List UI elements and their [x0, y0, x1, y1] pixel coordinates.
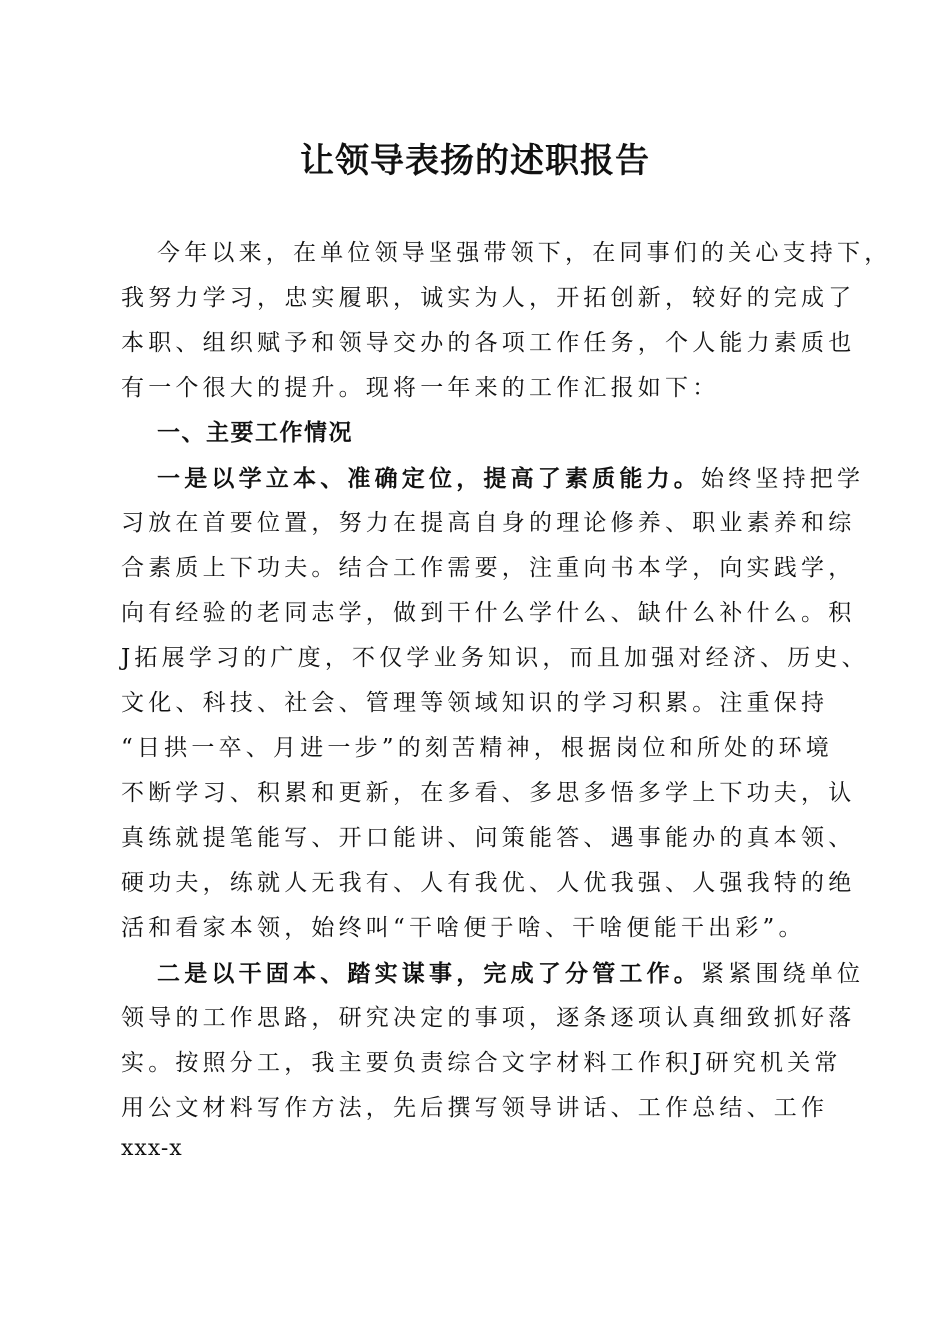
paragraph-first-line [121, 456, 865, 501]
intro-line: 有一个很大的提升。现将一年来的工作汇报如下： [121, 375, 720, 401]
paragraph-text: 紧紧围绕单位 [701, 961, 865, 987]
paragraph-line: 实。按照分工，我主要负责综合文字材料工作积J研究机关常 [121, 1050, 842, 1076]
paragraph-first-line [121, 951, 865, 996]
intro-line: 我努力学习，忠实履职，诚实为人，开拓创新，较好的完成了 [121, 285, 856, 311]
paragraph-line: 不断学习、积累和更新，在多看、多思多悟多学上下功夫，认 [121, 780, 856, 806]
paragraph-line: 领导的工作思路，研究决定的事项，逐条逐项认真细致抓好落 [121, 1005, 856, 1031]
document-body [121, 231, 892, 1131]
section-heading: 一、主要工作情况 [157, 420, 353, 446]
paragraph-lead: 一是以学立本、准确定位，提高了素质能力。 [157, 465, 701, 492]
page-footer: xxx-x [121, 1136, 183, 1161]
intro-line: 今年以来，在单位领导坚强带领下，在同事们的关心支持下， [157, 240, 892, 266]
paragraph-line: 习放在首要位置，努力在提高自身的理论修养、职业素养和综 [121, 510, 856, 536]
paragraph-line: 文化、科技、社会、管理等领域知识的学习积累。注重保持 [121, 690, 829, 716]
paragraph-line: J拓展学习的广度，不仅学业务知识，而且加强对经济、历史、 [121, 645, 869, 671]
paragraph-line: 向有经验的老同志学，做到干什么学什么、缺什么补什么。积 [121, 600, 856, 626]
intro-line: 本职、组织赋予和领导交办的各项工作任务，个人能力素质也 [121, 330, 856, 356]
paragraph-lead: 二是以干固本、踏实谋事，完成了分管工作。 [157, 960, 701, 987]
paragraph-line: 活和看家本领，始终叫“干啥便于啥、干啥便能干出彩”。 [121, 915, 806, 941]
paragraph-line: “日拱一卒、月进一步”的刻苦精神，根据岗位和所处的环境 [121, 735, 833, 761]
paragraph-line: 真练就提笔能写、开口能讲、问策能答、遇事能办的真本领、 [121, 825, 856, 851]
document-title: 让领导表扬的述职报告 [300, 141, 650, 181]
paragraph-line: 用公文材料写作方法，先后撰写领导讲话、工作总结、工作 [121, 1095, 829, 1121]
paragraph-line: 硬功夫，练就人无我有、人有我优、人优我强、人强我特的绝 [121, 870, 856, 896]
paragraph-line: 合素质上下功夫。结合工作需要，注重向书本学，向实践学， [121, 555, 856, 581]
paragraph-text: 始终坚持把学 [701, 466, 865, 492]
